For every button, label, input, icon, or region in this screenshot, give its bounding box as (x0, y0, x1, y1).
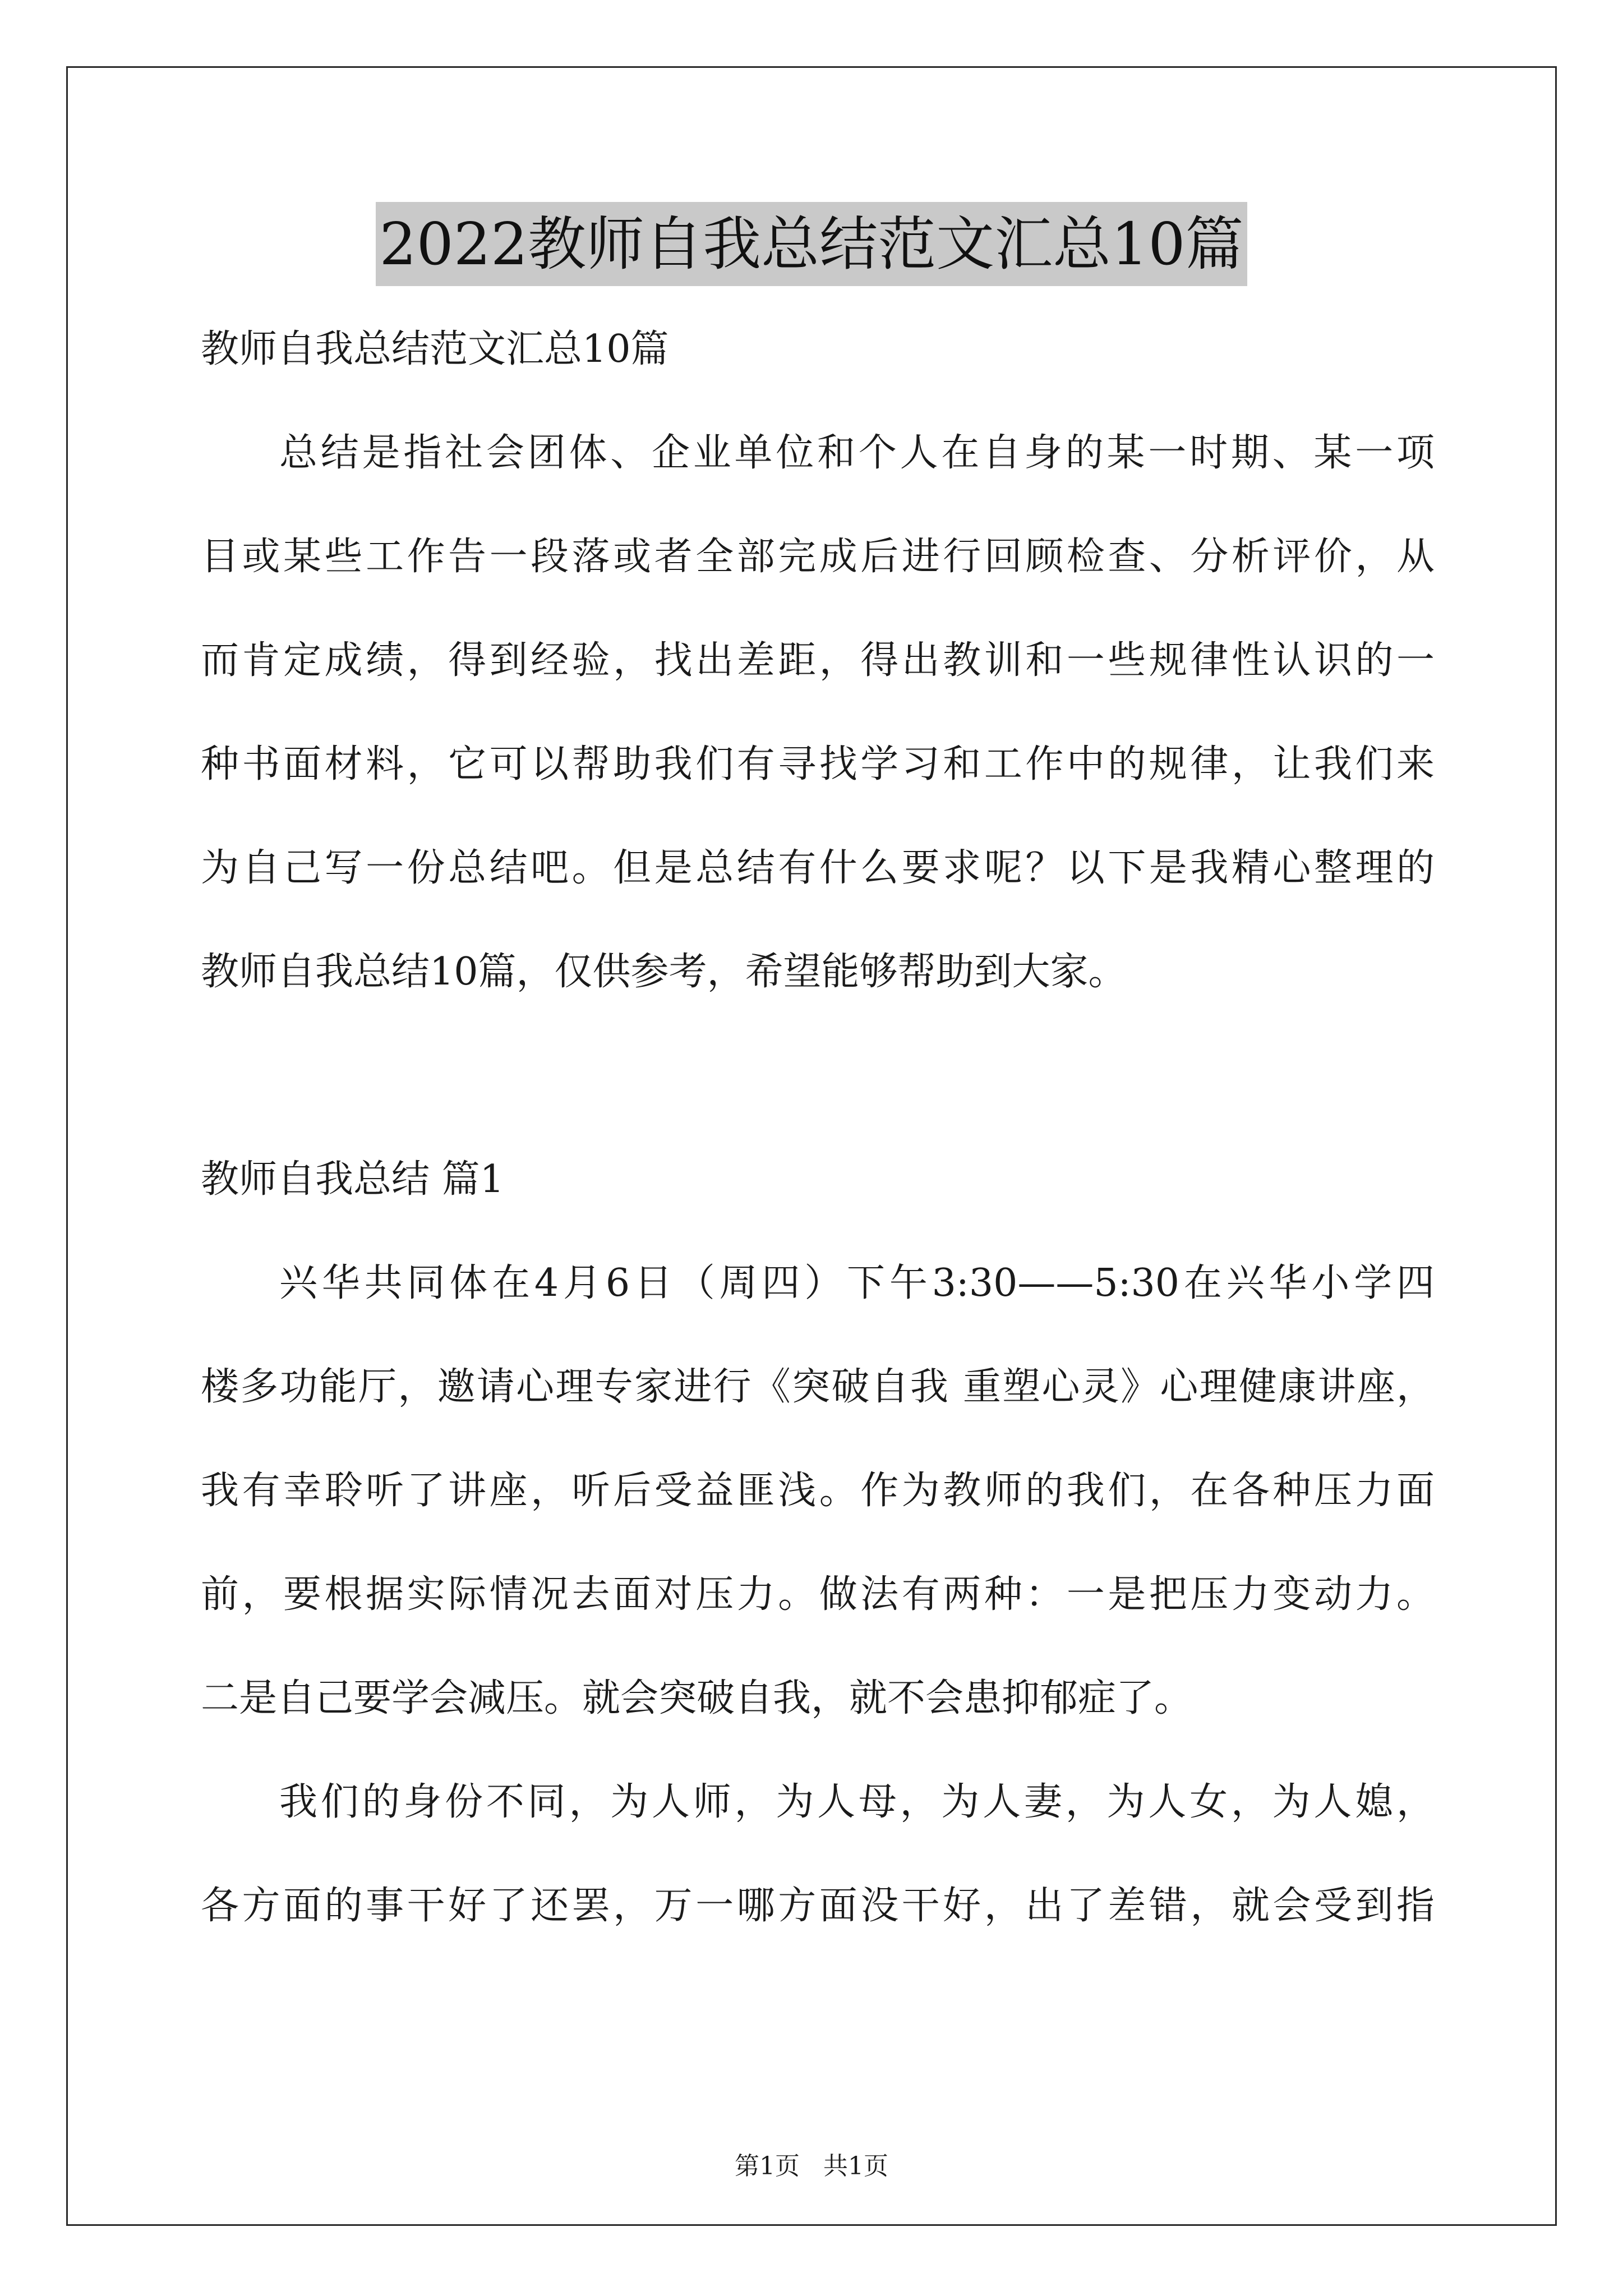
section1-p1-line: 兴华共同体在4月6日（周四）下午3:30——5:30在兴华小学四 (279, 1261, 1435, 1305)
section1-heading: 教师自我总结 篇1 (201, 1157, 504, 1202)
page-number: 第1页 (735, 2152, 800, 2180)
title-container (0, 202, 1623, 286)
section1-p1-line: 楼多功能厅，邀请心理专家进行《突破自我 重塑心灵》心理健康讲座， (201, 1365, 1435, 1409)
section1-p1-line: 我有幸聆听了讲座，听后受益匪浅。作为教师的我们，在各种压力面 (201, 1469, 1435, 1513)
intro-heading: 教师自我总结范文汇总10篇 (201, 327, 669, 371)
intro-line: 为自己写一份总结吧。但是总结有什么要求呢？以下是我精心整理的 (201, 846, 1435, 890)
section1-p2-line: 我们的身份不同，为人师，为人母，为人妻，为人女，为人媳， (279, 1780, 1435, 1824)
section-spacer (201, 1024, 1435, 1128)
section1-p1-line: 前，要根据实际情况去面对压力。做法有两种：一是把压力变动力。 (201, 1572, 1435, 1617)
intro-line: 而肯定成绩，得到经验，找出差距，得出教训和一些规律性认识的一 (201, 638, 1435, 683)
section1-p2-line: 各方面的事干好了还罢，万一哪方面没干好，出了差错，就会受到指 (201, 1884, 1435, 1928)
intro-line: 总结是指社会团体、企业单位和个人在自身的某一时期、某一项 (279, 431, 1435, 475)
intro-line: 目或某些工作告一段落或者全部完成后进行回顾检查、分析评价，从 (201, 535, 1435, 579)
page-footer (0, 2146, 1623, 2182)
document-title: 2022教师自我总结范文汇总10篇 (376, 202, 1247, 286)
intro-line: 教师自我总结10篇，仅供参考，希望能够帮助到大家。 (201, 950, 1127, 994)
document-body (201, 297, 1435, 1958)
page-total: 共1页 (823, 2152, 888, 2180)
section1-p1-line: 二是自己要学会减压。就会突破自我，就不会患抑郁症了。 (201, 1676, 1193, 1720)
intro-line: 种书面材料，它可以帮助我们有寻找学习和工作中的规律，让我们来 (201, 742, 1435, 786)
